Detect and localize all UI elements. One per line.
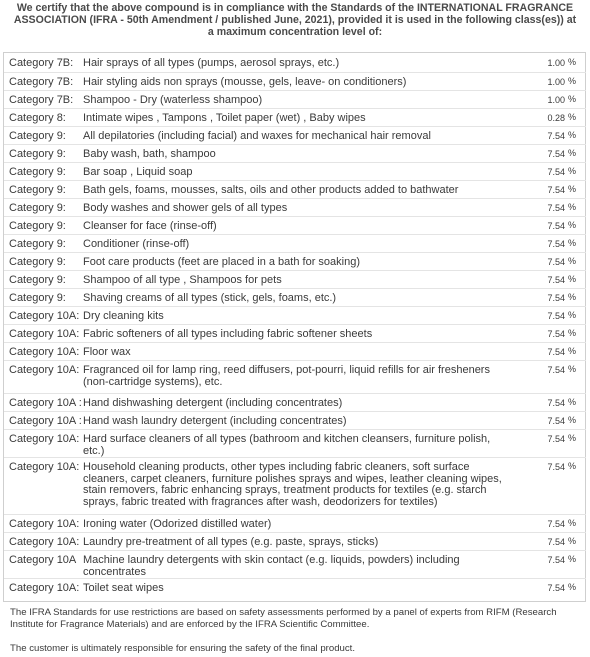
percent-unit: % <box>568 57 577 67</box>
percent-unit: % <box>568 166 577 176</box>
percent-unit: % <box>568 518 577 528</box>
max-concentration-value: 7.54 <box>547 555 565 565</box>
category-label: Category 10A: <box>9 518 80 530</box>
category-description: Dry cleaning kits <box>83 310 164 322</box>
percent-unit: % <box>568 554 577 564</box>
max-concentration-value: 7.54 <box>547 149 565 159</box>
category-description: Hard surface cleaners of all types (bathroom and kitchen cleansers, furniture polish, etc.) <box>83 433 491 457</box>
percent-unit: % <box>568 148 577 158</box>
category-label: Category 9: <box>9 256 66 268</box>
category-label: Category 10A : <box>9 415 82 427</box>
category-description: Hair sprays of all types (pumps, aerosol sprays, etc.) <box>83 57 340 69</box>
category-label: Category 10A: <box>9 582 80 594</box>
max-concentration-value: 7.54 <box>547 203 565 213</box>
category-label: Category 9: <box>9 274 66 286</box>
percent-unit: % <box>568 328 577 338</box>
category-label: Category 9: <box>9 148 66 160</box>
table-row <box>4 532 586 550</box>
category-label: Category 7B: <box>9 94 74 106</box>
max-concentration-value: 7.54 <box>547 329 565 339</box>
category-description: Hand wash laundry detergent (including concentrates) <box>83 415 347 427</box>
category-description: Bar soap , Liquid soap <box>83 166 193 178</box>
category-description: Household cleaning products, other types including fabric cleaners, soft surface cleaners, carpet cleaners, furniture polishes sprays and wipes, leather cleaning wipes, stain removers, fabric enhancing sprays, treatment products for textiles (e.g. starch sprays, fabric treated with fragrances after wash, deodorizers for textiles) <box>83 461 502 508</box>
percent-unit: % <box>568 238 577 248</box>
percent-unit: % <box>568 256 577 266</box>
category-description: Machine laundry detergents with skin contact (e.g. liquids, powders) including concentrates <box>83 554 460 578</box>
table-row <box>4 514 586 532</box>
table-row <box>4 72 586 90</box>
percent-unit: % <box>568 364 577 374</box>
table-row <box>4 198 586 216</box>
max-concentration-value: 7.54 <box>547 537 565 547</box>
category-label: Category 7B: <box>9 76 74 88</box>
category-description: Cleanser for face (rinse-off) <box>83 220 217 232</box>
table-row <box>4 216 586 234</box>
category-description: Baby wash, bath, shampoo <box>83 148 216 160</box>
category-label: Category 10A: <box>9 310 80 322</box>
category-label: Category 10A <box>9 554 77 566</box>
table-row <box>4 578 586 596</box>
table-row <box>4 360 586 393</box>
max-concentration-value: 7.54 <box>547 275 565 285</box>
table-row <box>4 90 586 108</box>
table-row <box>4 252 586 270</box>
category-label: Category 10A: <box>9 536 80 548</box>
table-row <box>4 144 586 162</box>
category-description: Toilet seat wipes <box>83 582 164 594</box>
header-line-1: We certify that the above compound is in compliance with the Standards of the INTERNATIONAL FRAGRANCE <box>16 2 574 14</box>
category-label: Category 10A: <box>9 346 80 358</box>
category-label: Category 10A : <box>9 397 82 409</box>
category-description: Foot care products (feet are placed in a bath for soaking) <box>83 256 360 268</box>
category-description: Conditioner (rinse-off) <box>83 238 190 250</box>
max-concentration-value: 7.54 <box>547 347 565 357</box>
percent-unit: % <box>568 112 577 122</box>
max-concentration-value: 7.54 <box>547 462 565 472</box>
max-concentration-value: 7.54 <box>547 365 565 375</box>
category-label: Category 10A: <box>9 364 80 376</box>
table-row <box>4 429 586 457</box>
percent-unit: % <box>568 582 577 592</box>
table-row <box>4 306 586 324</box>
percent-unit: % <box>568 536 577 546</box>
ifra-standards-note: The IFRA Standards for use restrictions are based on safety assessments performed by a panel of experts from RIFM (Research Institute for Fragrance Materials) and are enforced by the IFRA Scientific Committee. <box>10 607 557 630</box>
category-label: Category 9: <box>9 220 66 232</box>
max-concentration-value: 1.00 <box>547 77 565 87</box>
max-concentration-value: 7.54 <box>547 434 565 444</box>
max-concentration-value: 7.54 <box>547 583 565 593</box>
percent-unit: % <box>568 415 577 425</box>
table-row <box>4 393 586 411</box>
category-label: Category 9: <box>9 166 66 178</box>
category-description: Shaving creams of all types (stick, gels, foams, etc.) <box>83 292 337 304</box>
certification-header <box>0 2 590 38</box>
max-concentration-value: 0.28 <box>547 113 565 123</box>
category-description: Floor wax <box>83 346 131 358</box>
category-description: Shampoo of all type , Shampoos for pets <box>83 274 282 286</box>
table-row <box>4 126 586 144</box>
table-row <box>4 270 586 288</box>
table-row <box>4 162 586 180</box>
percent-unit: % <box>568 202 577 212</box>
table-row <box>4 288 586 306</box>
category-label: Category 9: <box>9 202 66 214</box>
table-row <box>4 180 586 198</box>
category-description: Shampoo - Dry (waterless shampoo) <box>83 94 263 106</box>
header-line-2: ASSOCIATION (IFRA - 50th Amendment / published June, 2021), provided it is used in the following class(es)) at <box>13 14 577 26</box>
category-label: Category 7B: <box>9 57 74 69</box>
category-label: Category 9: <box>9 184 66 196</box>
category-description: Ironing water (Odorized distilled water) <box>83 518 272 530</box>
category-description: All depilatories (including facial) and waxes for mechanical hair removal <box>83 130 431 142</box>
max-concentration-value: 7.54 <box>547 311 565 321</box>
category-label: Category 9: <box>9 130 66 142</box>
category-description: Intimate wipes , Tampons , Toilet paper (wet) , Baby wipes <box>83 112 366 124</box>
max-concentration-value: 7.54 <box>547 416 565 426</box>
category-description: Hair styling aids non sprays (mousse, gels, leave- on conditioners) <box>83 76 407 88</box>
percent-unit: % <box>568 310 577 320</box>
max-concentration-value: 7.54 <box>547 167 565 177</box>
table-row <box>4 54 586 72</box>
responsibility-note: The customer is ultimately responsible for ensuring the safety of the final product. <box>10 643 356 654</box>
table-row <box>4 411 586 429</box>
percent-unit: % <box>568 220 577 230</box>
category-label: Category 10A: <box>9 433 80 445</box>
max-concentration-value: 7.54 <box>547 221 565 231</box>
max-concentration-value: 7.54 <box>547 398 565 408</box>
percent-unit: % <box>568 184 577 194</box>
category-label: Category 9: <box>9 238 66 250</box>
max-concentration-value: 7.54 <box>547 239 565 249</box>
category-description: Fabric softeners of all types including fabric softener sheets <box>83 328 373 340</box>
percent-unit: % <box>568 292 577 302</box>
category-label: Category 8: <box>9 112 66 124</box>
max-concentration-value: 7.54 <box>547 185 565 195</box>
category-description: Body washes and shower gels of all types <box>83 202 288 214</box>
percent-unit: % <box>568 76 577 86</box>
max-concentration-value: 1.00 <box>547 58 565 68</box>
table-row <box>4 550 586 578</box>
percent-unit: % <box>568 461 577 471</box>
max-concentration-value: 7.54 <box>547 519 565 529</box>
header-line-3: a maximum concentration level of: <box>207 26 383 38</box>
category-description: Fragranced oil for lamp ring, reed diffusers, pot-pourri, liquid refills for air fresheners (non-cartridge systems), etc. <box>83 364 490 388</box>
percent-unit: % <box>568 346 577 356</box>
table-row <box>4 457 586 514</box>
table-row <box>4 342 586 360</box>
max-concentration-value: 7.54 <box>547 257 565 267</box>
category-description: Bath gels, foams, mousses, salts, oils and other products added to bathwater <box>83 184 459 196</box>
percent-unit: % <box>568 433 577 443</box>
percent-unit: % <box>568 94 577 104</box>
table-row <box>4 234 586 252</box>
category-label: Category 9: <box>9 292 66 304</box>
category-label: Category 10A: <box>9 461 80 473</box>
category-description: Hand dishwashing detergent (including concentrates) <box>83 397 343 409</box>
max-concentration-value: 7.54 <box>547 131 565 141</box>
percent-unit: % <box>568 397 577 407</box>
category-description: Laundry pre-treatment of all types (e.g. paste, sprays, sticks) <box>83 536 379 548</box>
table-row <box>4 108 586 126</box>
percent-unit: % <box>568 130 577 140</box>
category-label: Category 10A: <box>9 328 80 340</box>
max-concentration-value: 7.54 <box>547 293 565 303</box>
max-concentration-value: 1.00 <box>547 95 565 105</box>
percent-unit: % <box>568 274 577 284</box>
table-row <box>4 324 586 342</box>
